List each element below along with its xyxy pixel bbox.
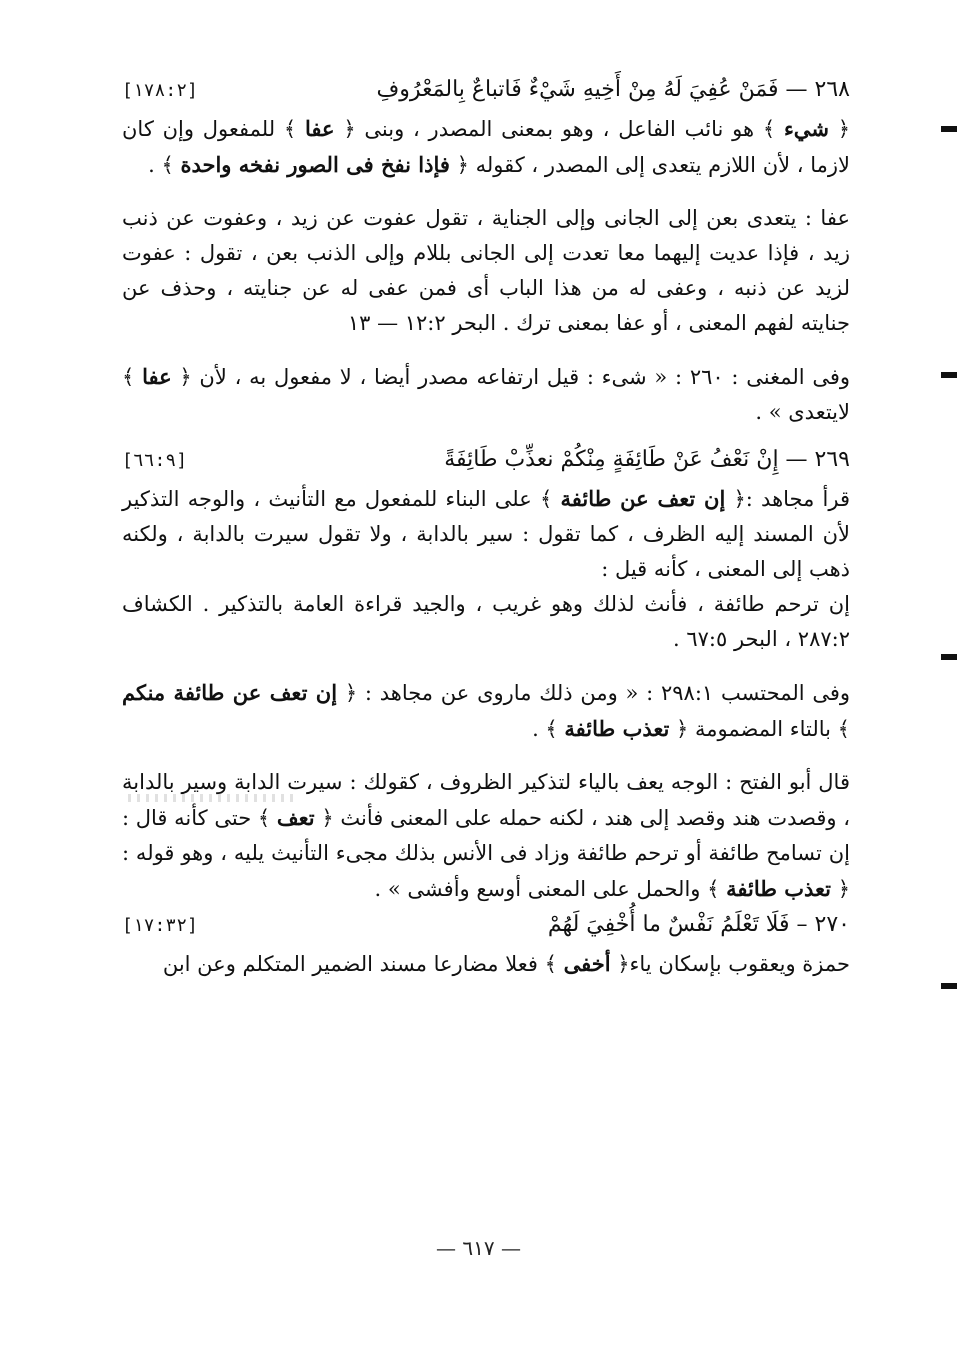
scan-smudge [128,794,298,802]
verse-text: ٢٦٩ — إِنْ نَعْفُ عَنْ طَائِفَةٍ مِنْكُمْ نعذِّبْ طَائِفَةً [444,447,850,472]
verse-reference: [٦٦:٩] [122,450,188,471]
quoted-term: تعذب طائفة [564,716,670,741]
verse-reference: [١٧:٣٢] [122,915,198,936]
quoted-term: تعف [276,805,315,830]
quoted-term: إن تعف عن طائفة منكم [122,680,338,705]
commentary-paragraph: عفا : يتعدى بعن إلى الجانى وإلى الجناية ، تقول عفوت عن زيد ، وعفوت عن ذنب زيد ، فإذا عديت إليهما معا تعدت إلى الجانى بللام وإلى الذنب بعن ، تقول : عفوت لزيد عن ذنبه ، وعفى له من هذا الباب أى فمن عفى له عن جنايته ، وحذف عن جنايته لفهم المعنى ، أو عفا بمعنى ترك . البحر ١٢:٢ — ١٣ [122,206,850,335]
verse-text: ٢٦٨ — فَمَنْ عُفِيَ لَهُ مِنْ أَخِيهِ شَيْءٌ فَاتباعٌ بِالمَعْرُوفِ [376,77,850,102]
commentary-paragraph: وفى المغنى : ٢٦٠ : « شىء : قيل ارتفاعه مصدر أيضا ، لا مفعول به ، لأن ﴿ عفا ﴾ لايتعدى » . [122,364,850,424]
verse-text: ٢٧٠ – فَلَا تَعْلَمُ نَفْسٌ ما أُخْفِيَ لَهُمْ [547,912,850,937]
margin-tab-mark [941,983,957,989]
quoted-term: عفا [142,364,172,389]
entry-heading-268 [122,72,850,111]
commentary-paragraph: حمزة ويعقوب بإسكان ياء﴿ أخفى ﴾ فعلا مضارعا مسند الضمير المتكلم وعن ابن [162,951,850,976]
margin-tab-mark [941,126,957,132]
quoted-term: شيء [783,116,829,141]
quoted-term: أخفى [563,951,611,976]
commentary-paragraph: وفى المحتسب ٢٩٨:١ : « ومن ذلك ماروى عن مجاهد : ﴿ إن تعف عن طائفة منكم ﴾ بالتاء المضمومة ﴿ تعذب طائفة ﴾ . [122,680,851,741]
quoted-term: تعذب طائفة [726,876,832,901]
commentary-paragraph: قال أبو الفتح : الوجه يعف بالياء لتذكير الظروف ، كقولك : سيرت الدابة وسير بالدابة ، وقصدت هند وقصد إلى هند ، لكنه حمله على المعنى فأنث ﴿ تعف ﴾ حتى كأنه قال : إن تسامح طائفة أو ترحم طائفة وزاد فى الأنس بذلك مجىء التأنيث يليه ، وهو قوله :﴿ تعذب طائفة ﴾ والحمل على المعنى أوسع وأفشى » . [122,770,850,901]
commentary-paragraph: إن ترحم طائفة ، فأنث لذلك وهو غريب ، والجيد قراءة العامة بالتذكير . الكشاف ٢٨٧:٢ ، البحر ٦٧:٥ . [122,592,850,651]
margin-tab-mark [941,372,957,378]
entry-heading-270 [122,907,850,946]
commentary-paragraph: ﴿ شيء ﴾ هو نائب الفاعل ، وهو بمعنى المصدر ، وبنى ﴿ عفا ﴾ للمفعول وإن كان لازما ، لأن اللازم يتعدى إلى المصدر ، كقوله ﴿ فإذا نفخ فى الصور نفخه واحدة ﴾ . [122,116,851,177]
verse-reference: [١٧٨:٢] [122,80,198,101]
entry-heading-269 [122,442,850,481]
quoted-term: عفا [304,116,335,141]
margin-tab-mark [941,654,957,660]
page-number: — ٦١٧ — [436,1236,521,1260]
quoted-term: إن تعف عن طائفة [560,486,726,511]
page-content [122,72,850,982]
commentary-paragraph: قرأ مجاهد :﴿ إن تعف عن طائفة ﴾ على البناء للمفعول مع التأنيث ، والوجه التذكير لأن المسند إليه الظرف ، كما تقول : سير بالدابة ، ولا تقول سيرت بالدابة ، ولكنه ذهب إلى المعنى ، كأنه قيل : [122,486,851,581]
quoted-term: فإذا نفخ فى الصور نفخه واحدة [180,152,450,177]
